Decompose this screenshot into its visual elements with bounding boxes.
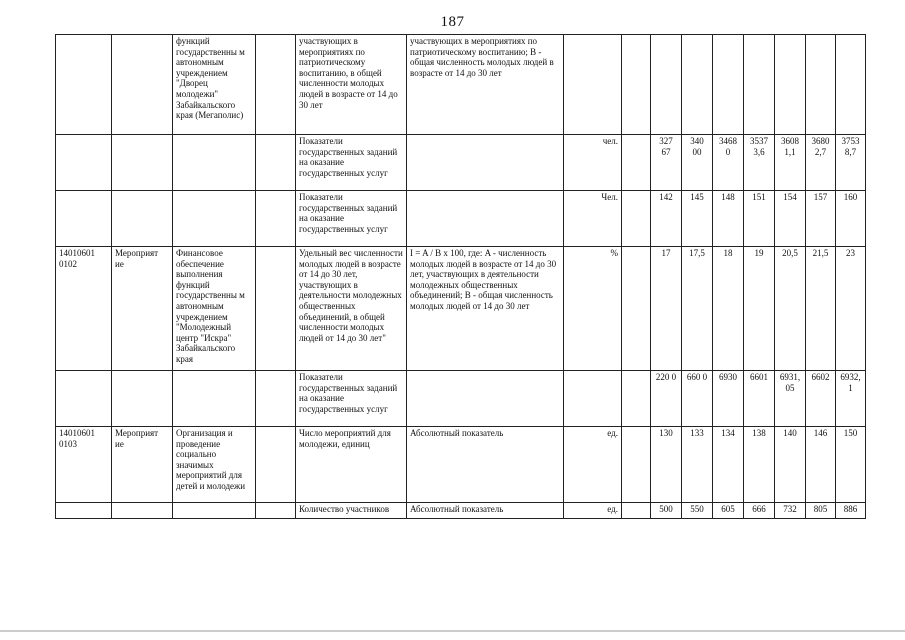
unit-cell	[564, 35, 622, 135]
value-cell	[744, 35, 775, 135]
value-cell: 23	[836, 247, 866, 371]
formula-cell: Абсолютный показатель	[407, 503, 564, 519]
scan-edge	[0, 630, 905, 632]
name-cell: Финансовое обеспечение выполнения функций государственны м автономным учреждением "Молодежный центр "Искра" Забайкальского края	[173, 247, 256, 371]
table-row	[56, 371, 866, 427]
value-cell: 3468 0	[713, 135, 744, 191]
type-cell: Мероприят ие	[112, 247, 173, 371]
code-cell	[56, 135, 112, 191]
indicator-cell: Число мероприятий для молодежи, единиц	[296, 427, 407, 503]
table-row	[56, 135, 866, 191]
type-cell	[112, 135, 173, 191]
formula-cell	[407, 191, 564, 247]
table-row	[56, 247, 866, 371]
formula-cell: участвующих в мероприятиях по патриотическому воспитанию; В - общая численность молодых людей в возрасте от 14 до 30 лет	[407, 35, 564, 135]
value-cell: 6931, 05	[775, 371, 806, 427]
blank-cell	[622, 35, 651, 135]
value-cell	[651, 35, 682, 135]
value-cell: 150	[836, 427, 866, 503]
value-cell: 17,5	[682, 247, 713, 371]
name-cell: функций государственны м автономным учреждением "Дворец молодежи" Забайкальского края (Мегаполис)	[173, 35, 256, 135]
type-cell	[112, 191, 173, 247]
blank-cell	[622, 247, 651, 371]
type-cell: Мероприят ие	[112, 427, 173, 503]
value-cell: 146	[806, 427, 836, 503]
code-cell: 14010601 0102	[56, 247, 112, 371]
value-cell: 605	[713, 503, 744, 519]
value-cell	[836, 35, 866, 135]
value-cell: 3680 2,7	[806, 135, 836, 191]
unit-cell: ед.	[564, 427, 622, 503]
code-cell	[56, 191, 112, 247]
code-cell: 14010601 0103	[56, 427, 112, 503]
value-cell: 500	[651, 503, 682, 519]
table-body	[56, 35, 866, 519]
value-cell: 134	[713, 427, 744, 503]
code-cell	[56, 503, 112, 519]
blank-cell	[256, 503, 296, 519]
value-cell: 732	[775, 503, 806, 519]
value-cell: 148	[713, 191, 744, 247]
value-cell: 20,5	[775, 247, 806, 371]
value-cell: 666	[744, 503, 775, 519]
indicator-cell: Количество участников	[296, 503, 407, 519]
value-cell: 18	[713, 247, 744, 371]
value-cell: 151	[744, 191, 775, 247]
value-cell	[806, 35, 836, 135]
unit-cell: %	[564, 247, 622, 371]
type-cell	[112, 371, 173, 427]
indicator-cell: Показатели государственных заданий на оказание государственных услуг	[296, 135, 407, 191]
value-cell: 17	[651, 247, 682, 371]
value-cell: 160	[836, 191, 866, 247]
value-cell	[682, 35, 713, 135]
value-cell: 550	[682, 503, 713, 519]
value-cell: 157	[806, 191, 836, 247]
blank-cell	[622, 135, 651, 191]
value-cell: 886	[836, 503, 866, 519]
value-cell	[775, 35, 806, 135]
name-cell	[173, 191, 256, 247]
unit-cell: ед.	[564, 503, 622, 519]
indicator-cell: Показатели государственных заданий на оказание государственных услуг	[296, 371, 407, 427]
blank-cell	[256, 427, 296, 503]
table-row	[56, 35, 866, 135]
value-cell: 6930	[713, 371, 744, 427]
value-cell: 142	[651, 191, 682, 247]
value-cell: 660 0	[682, 371, 713, 427]
formula-cell	[407, 371, 564, 427]
indicator-cell: участвующих в мероприятиях по патриотическому воспитанию, в общей численности молодых людей в возрасте от 14 до 30 лет	[296, 35, 407, 135]
value-cell	[713, 35, 744, 135]
blank-cell	[256, 191, 296, 247]
type-cell	[112, 35, 173, 135]
table-row	[56, 191, 866, 247]
table-row	[56, 427, 866, 503]
formula-cell: I = A / B x 100, где: A - численность молодых людей в возрасте от 14 до 30 лет, участвующих в деятельности молодежных общественных объединений; В - общая численность молодых людей от 14 до 30 лет	[407, 247, 564, 371]
value-cell: 3753 8,7	[836, 135, 866, 191]
blank-cell	[622, 503, 651, 519]
value-cell: 130	[651, 427, 682, 503]
unit-cell: чел.	[564, 135, 622, 191]
value-cell: 140	[775, 427, 806, 503]
name-cell	[173, 503, 256, 519]
blank-cell	[256, 247, 296, 371]
page-number: 187	[440, 14, 465, 30]
value-cell: 133	[682, 427, 713, 503]
value-cell: 138	[744, 427, 775, 503]
code-cell	[56, 35, 112, 135]
blank-cell	[622, 191, 651, 247]
value-cell: 19	[744, 247, 775, 371]
table-row	[56, 503, 866, 519]
blank-cell	[622, 371, 651, 427]
value-cell: 327 67	[651, 135, 682, 191]
formula-cell: Абсолютный показатель	[407, 427, 564, 503]
value-cell: 6602	[806, 371, 836, 427]
value-cell: 3608 1,1	[775, 135, 806, 191]
value-cell: 340 00	[682, 135, 713, 191]
value-cell: 6932, 1	[836, 371, 866, 427]
formula-cell	[407, 135, 564, 191]
name-cell	[173, 135, 256, 191]
code-cell	[56, 371, 112, 427]
indicator-cell: Удельный вес численности молодых людей в возрасте от 14 до 30 лет, участвующих в деятельности молодежных общественных объединений, в общей численности молодых людей от 14 до 30 лет"	[296, 247, 407, 371]
unit-cell: Чел.	[564, 191, 622, 247]
value-cell: 154	[775, 191, 806, 247]
value-cell: 3537 3,6	[744, 135, 775, 191]
blank-cell	[622, 427, 651, 503]
value-cell: 145	[682, 191, 713, 247]
blank-cell	[256, 35, 296, 135]
unit-cell	[564, 371, 622, 427]
value-cell: 21,5	[806, 247, 836, 371]
indicator-cell: Показатели государственных заданий на оказание государственных услуг	[296, 191, 407, 247]
name-cell	[173, 371, 256, 427]
blank-cell	[256, 371, 296, 427]
value-cell: 6601	[744, 371, 775, 427]
type-cell	[112, 503, 173, 519]
name-cell: Организация и проведение социально значимых мероприятий для детей и молодежи	[173, 427, 256, 503]
blank-cell	[256, 135, 296, 191]
value-cell: 220 0	[651, 371, 682, 427]
indicators-table	[55, 34, 866, 519]
value-cell: 805	[806, 503, 836, 519]
